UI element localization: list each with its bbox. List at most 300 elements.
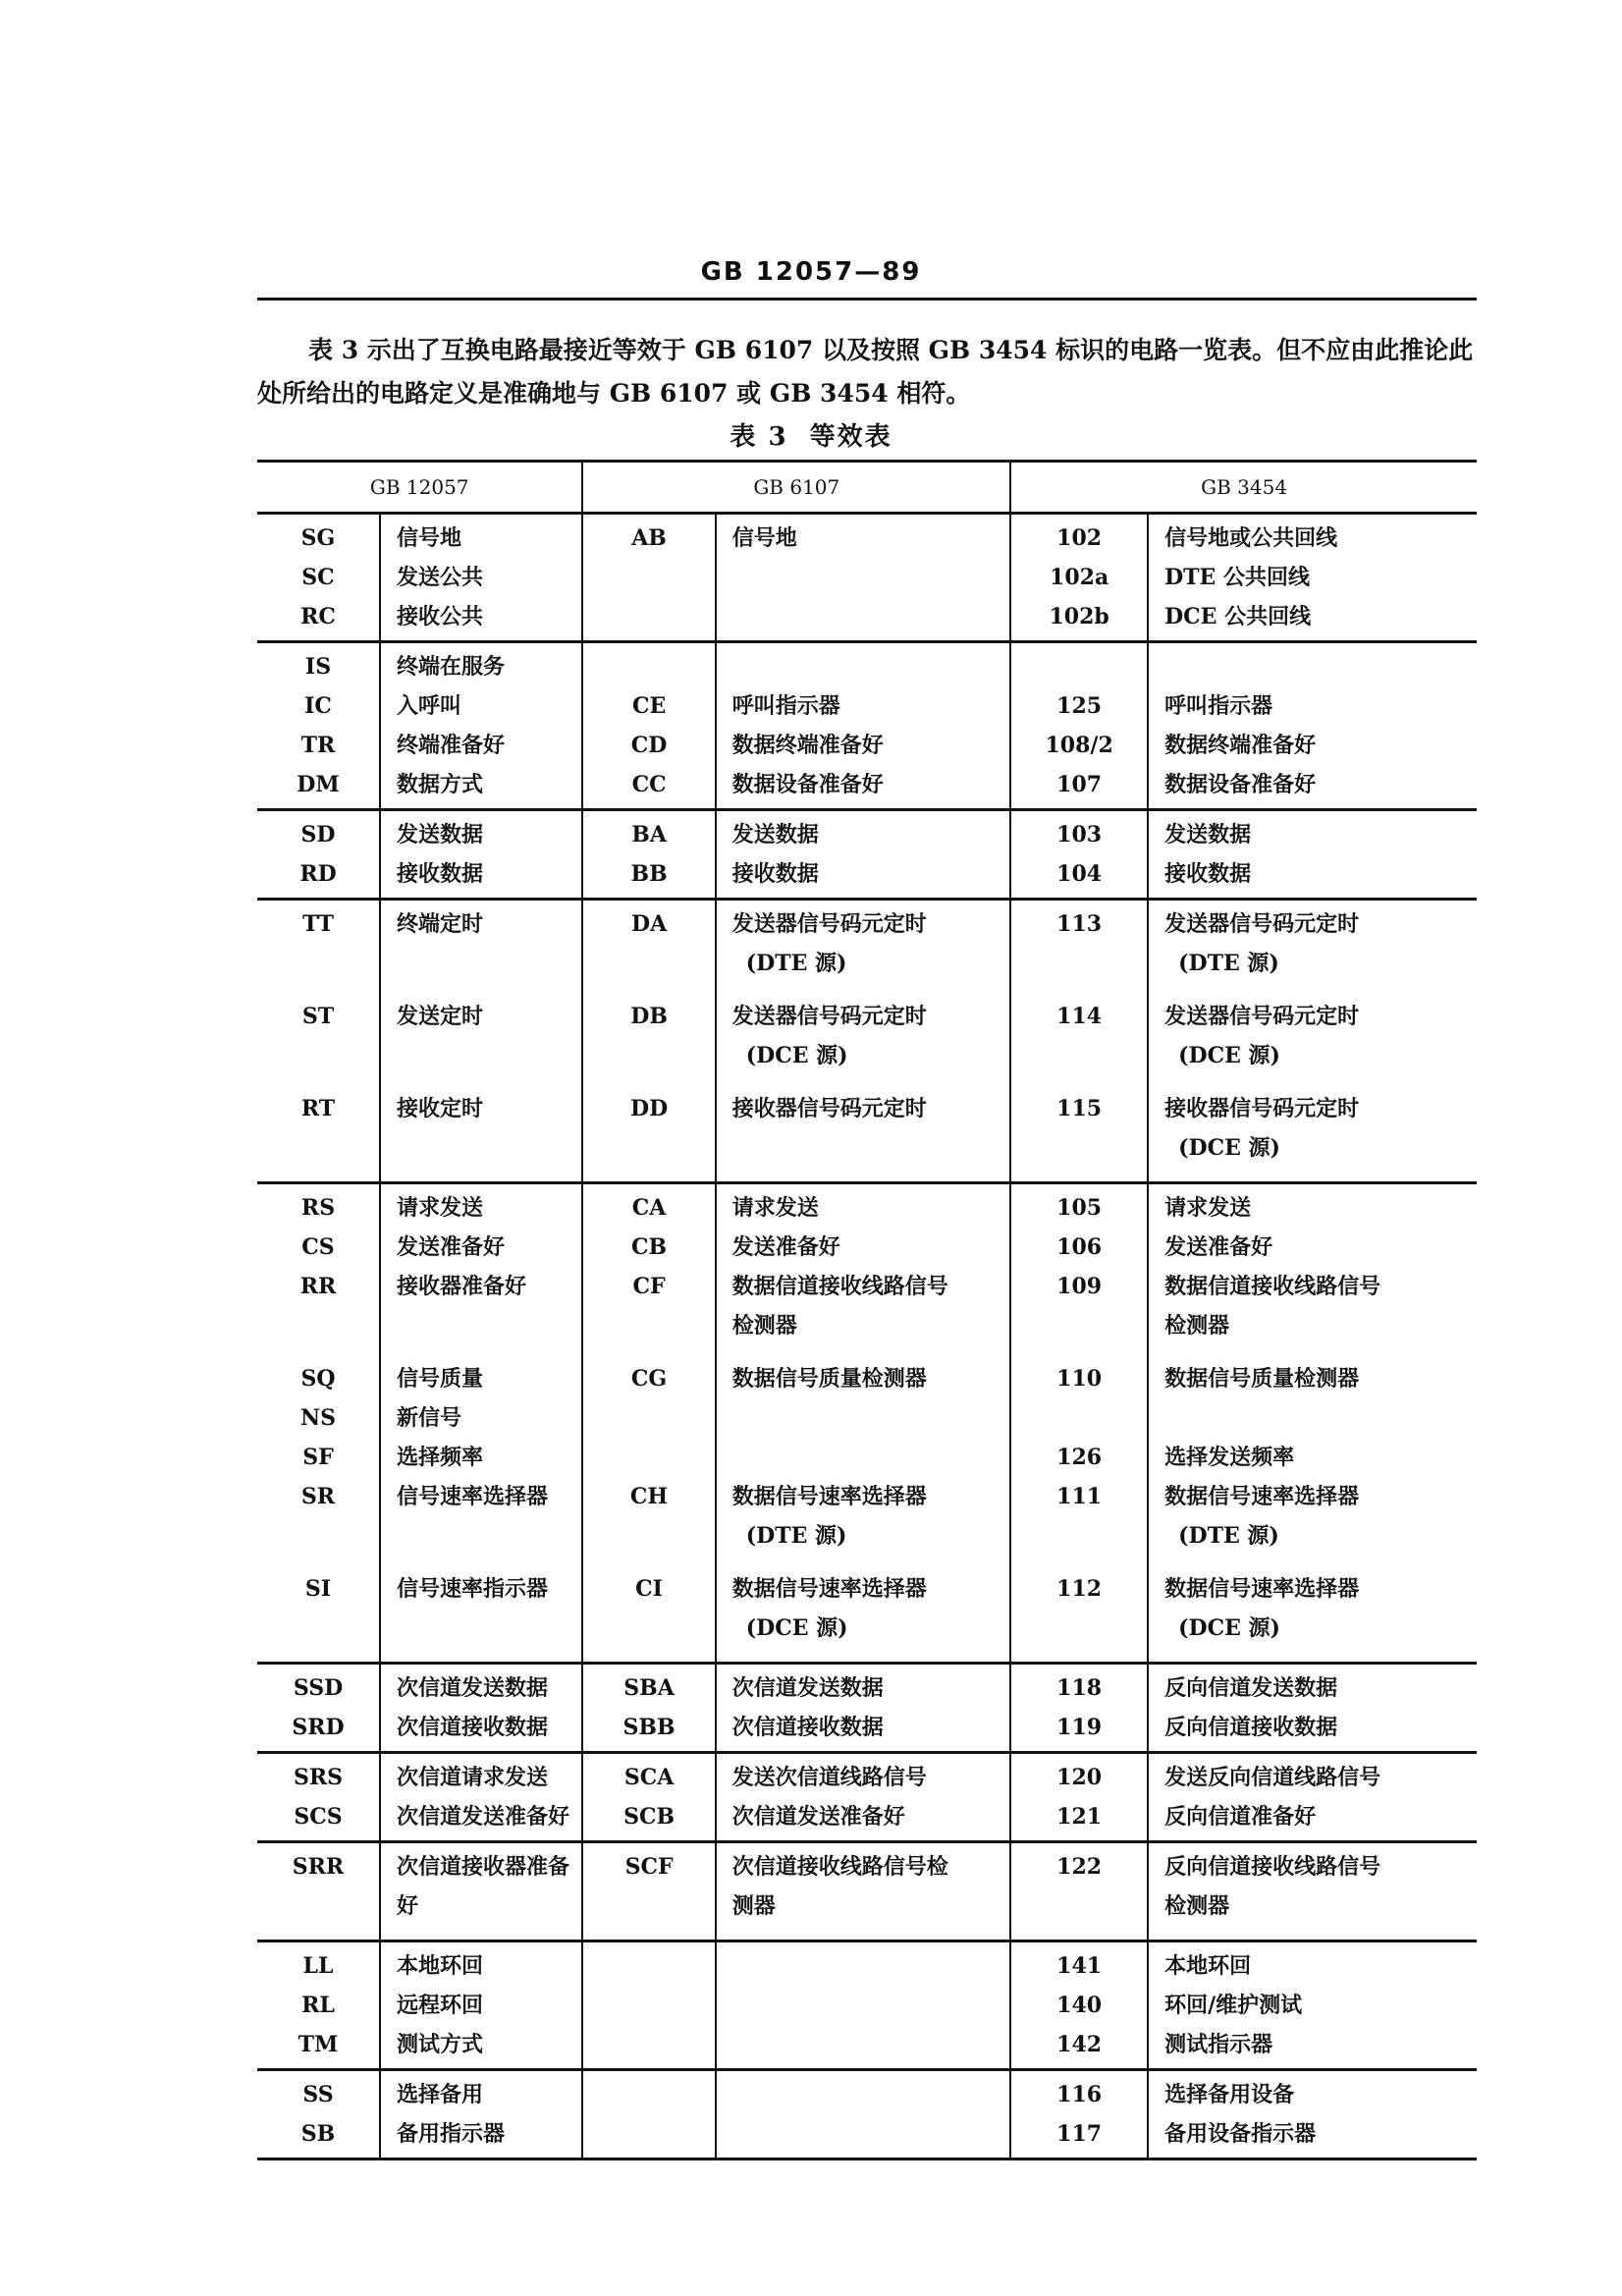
gb3454-desc-text: 数据设备准备好 bbox=[1164, 772, 1317, 797]
table-row bbox=[257, 1986, 1477, 2025]
gb6107-code bbox=[582, 1183, 715, 1229]
gb6107-code-text: CG bbox=[630, 1366, 668, 1392]
gb6107-code bbox=[582, 2070, 715, 2115]
gb3454-code-text: 103 bbox=[1056, 822, 1103, 847]
gb12057-desc-text: 信号质量 bbox=[397, 1366, 484, 1392]
gb12057-desc bbox=[380, 558, 582, 597]
gb3454-desc-text: 数据信号速率选择器 bbox=[1164, 1484, 1360, 1509]
gb6107-code bbox=[582, 686, 715, 726]
gb12057-desc-text: 本地环回 bbox=[397, 1953, 484, 1979]
gb3454-desc bbox=[1148, 1753, 1477, 1798]
gb6107-desc bbox=[716, 642, 1010, 687]
gb3454-desc-text: 发送反向信道线路信号 bbox=[1164, 1765, 1381, 1790]
gb12057-desc-text: 备用指示器 bbox=[397, 2121, 506, 2147]
gb6107-code-text: BA bbox=[631, 822, 667, 847]
gb12057-desc bbox=[380, 1664, 582, 1709]
table-row bbox=[257, 1398, 1477, 1438]
gb3454-desc-continuation: (DCE 源) bbox=[1178, 1043, 1280, 1068]
gb6107-desc-continuation: (DCE 源) bbox=[745, 1043, 848, 1068]
gb3454-desc-text: 反向信道发送数据 bbox=[1164, 1675, 1338, 1701]
gb3454-code-text: 110 bbox=[1056, 1366, 1103, 1392]
gb12057-desc-text: 入呼叫 bbox=[397, 693, 462, 719]
gb3454-desc bbox=[1148, 726, 1477, 765]
gb6107-code bbox=[582, 1398, 715, 1438]
gb3454-code bbox=[1010, 558, 1148, 597]
gb6107-desc bbox=[716, 1477, 1010, 1569]
gb12057-code bbox=[257, 765, 380, 810]
gb12057-code-text: RS bbox=[300, 1195, 336, 1221]
gb6107-code bbox=[582, 1753, 715, 1798]
gb6107-desc bbox=[716, 1664, 1010, 1709]
gb12057-code bbox=[257, 1664, 380, 1709]
gb3454-desc bbox=[1148, 997, 1477, 1089]
gb12057-desc bbox=[380, 686, 582, 726]
equivalence-table bbox=[257, 460, 1477, 2160]
gb12057-desc bbox=[380, 2070, 582, 2115]
gb6107-desc-text: 发送器信号码元定时 bbox=[731, 911, 927, 937]
gb6107-code bbox=[582, 1842, 715, 1941]
gb12057-code-text: LL bbox=[302, 1953, 334, 1979]
gb12057-code-text: TM bbox=[297, 2032, 339, 2057]
table-group bbox=[257, 1842, 1477, 1941]
table-row bbox=[257, 1708, 1477, 1753]
gb6107-code-text: SCA bbox=[623, 1765, 675, 1790]
gb6107-desc bbox=[716, 2025, 1010, 2070]
gb6107-desc bbox=[716, 1753, 1010, 1798]
gb3454-code bbox=[1010, 597, 1148, 642]
gb12057-desc bbox=[380, 1183, 582, 1229]
gb12057-desc bbox=[380, 1477, 582, 1569]
gb3454-code-text: 102 bbox=[1056, 525, 1103, 551]
gb3454-code bbox=[1010, 1753, 1148, 1798]
gb3454-desc-text: 环回/维护测试 bbox=[1164, 1993, 1303, 2018]
gb12057-code-text: SG bbox=[300, 525, 336, 551]
gb3454-desc bbox=[1148, 1569, 1477, 1664]
gb12057-code bbox=[257, 1842, 380, 1941]
gb3454-code bbox=[1010, 997, 1148, 1089]
gb6107-code bbox=[582, 1089, 715, 1183]
gb3454-desc-text: 发送准备好 bbox=[1164, 1234, 1273, 1260]
gb6107-code bbox=[582, 900, 715, 998]
gb3454-desc bbox=[1148, 642, 1477, 687]
gb6107-desc-text: 发送准备好 bbox=[731, 1234, 840, 1260]
gb3454-desc-text: 选择发送频率 bbox=[1164, 1445, 1295, 1470]
gb3454-code bbox=[1010, 726, 1148, 765]
gb3454-desc bbox=[1148, 1359, 1477, 1398]
gb6107-desc bbox=[716, 1569, 1010, 1664]
gb6107-code-text: CF bbox=[632, 1274, 666, 1299]
gb12057-code bbox=[257, 810, 380, 855]
table-group bbox=[257, 1941, 1477, 2070]
gb6107-desc bbox=[716, 1941, 1010, 1987]
gb12057-code bbox=[257, 642, 380, 687]
table-group bbox=[257, 1183, 1477, 1664]
gb12057-code bbox=[257, 2025, 380, 2070]
gb12057-desc-text: 次信道接收器准备好 bbox=[397, 1854, 570, 1919]
gb3454-desc-text: 发送数据 bbox=[1164, 822, 1252, 847]
table-group bbox=[257, 900, 1477, 1183]
gb12057-code bbox=[257, 2114, 380, 2159]
gb3454-desc-text: 备用设备指示器 bbox=[1164, 2121, 1317, 2147]
gb6107-desc bbox=[716, 686, 1010, 726]
gb6107-code-text: CI bbox=[635, 1576, 663, 1602]
gb12057-desc-text: 信号速率指示器 bbox=[397, 1576, 549, 1602]
gb6107-code-text: CH bbox=[629, 1484, 669, 1509]
gb3454-desc-continuation: 检测器 bbox=[1164, 1313, 1230, 1339]
gb12057-code-text: SQ bbox=[300, 1366, 336, 1392]
gb12057-desc bbox=[380, 900, 582, 998]
gb6107-desc-text: 接收器信号码元定时 bbox=[731, 1096, 927, 1121]
gb12057-code bbox=[257, 1986, 380, 2025]
gb12057-desc-text: 发送准备好 bbox=[397, 1234, 506, 1260]
gb3454-desc-text: 请求发送 bbox=[1164, 1195, 1252, 1221]
gb3454-code bbox=[1010, 1398, 1148, 1438]
gb3454-desc-continuation: (DTE 源) bbox=[1178, 1523, 1279, 1549]
gb6107-code-text: SBB bbox=[622, 1715, 676, 1740]
table-group bbox=[257, 1753, 1477, 1842]
gb3454-desc-continuation: (DCE 源) bbox=[1178, 1135, 1280, 1161]
gb6107-code bbox=[582, 1267, 715, 1359]
gb3454-code-text: 113 bbox=[1056, 911, 1103, 937]
gb6107-desc-text: 数据信道接收线路信号 bbox=[731, 1274, 948, 1299]
gb3454-desc-text: 数据信道接收线路信号 bbox=[1164, 1274, 1381, 1299]
gb12057-code-text: SI bbox=[304, 1576, 332, 1602]
gb6107-desc bbox=[716, 1267, 1010, 1359]
gb6107-code bbox=[582, 1359, 715, 1398]
header-rule bbox=[257, 298, 1477, 301]
gb12057-code bbox=[257, 514, 380, 559]
gb3454-desc bbox=[1148, 854, 1477, 900]
table-row bbox=[257, 997, 1477, 1089]
gb6107-desc bbox=[716, 558, 1010, 597]
table-caption-title: 等效表 bbox=[809, 422, 892, 452]
gb6107-code-text: DA bbox=[631, 911, 668, 937]
gb3454-code-text: 114 bbox=[1056, 1004, 1103, 1029]
gb3454-code bbox=[1010, 1842, 1148, 1941]
gb3454-code-text: 106 bbox=[1056, 1234, 1103, 1260]
gb12057-code bbox=[257, 1753, 380, 1798]
gb6107-code bbox=[582, 997, 715, 1089]
gb12057-code-text: ST bbox=[301, 1004, 335, 1029]
gb3454-code bbox=[1010, 514, 1148, 559]
gb12057-desc bbox=[380, 726, 582, 765]
gb3454-code-text: 107 bbox=[1056, 772, 1103, 797]
gb3454-desc bbox=[1148, 686, 1477, 726]
gb12057-code bbox=[257, 1797, 380, 1842]
gb12057-code-text: SC bbox=[301, 565, 335, 590]
gb12057-desc bbox=[380, 514, 582, 559]
gb6107-desc bbox=[716, 2114, 1010, 2159]
table-row bbox=[257, 765, 1477, 810]
gb12057-code bbox=[257, 1228, 380, 1267]
gb3454-code bbox=[1010, 810, 1148, 855]
gb12057-code-text: RR bbox=[299, 1274, 337, 1299]
gb3454-desc bbox=[1148, 1398, 1477, 1438]
gb6107-desc-continuation: 测器 bbox=[731, 1893, 776, 1919]
table-row bbox=[257, 686, 1477, 726]
gb6107-code bbox=[582, 558, 715, 597]
gb12057-code bbox=[257, 997, 380, 1089]
gb3454-code-text: 117 bbox=[1056, 2121, 1103, 2147]
gb3454-desc bbox=[1148, 1089, 1477, 1183]
gb3454-desc-text: 数据信号质量检测器 bbox=[1164, 1366, 1360, 1392]
gb3454-code bbox=[1010, 1228, 1148, 1267]
gb12057-code bbox=[257, 597, 380, 642]
table-row bbox=[257, 1941, 1477, 1987]
gb12057-desc bbox=[380, 1089, 582, 1183]
gb12057-desc bbox=[380, 597, 582, 642]
gb3454-code bbox=[1010, 2070, 1148, 2115]
gb6107-desc-text: 数据终端准备好 bbox=[731, 733, 884, 758]
gb3454-desc bbox=[1148, 1941, 1477, 1987]
gb12057-code-text: RD bbox=[299, 861, 337, 887]
gb12057-code-text: TR bbox=[300, 733, 336, 758]
gb6107-code bbox=[582, 854, 715, 900]
gb3454-code-text: 109 bbox=[1056, 1274, 1103, 1299]
gb3454-code-text: 119 bbox=[1056, 1715, 1103, 1740]
gb12057-desc bbox=[380, 765, 582, 810]
gb6107-desc bbox=[716, 1359, 1010, 1398]
gb6107-desc bbox=[716, 765, 1010, 810]
intro-text: 表 3 示出了互换电路最接近等效于 GB 6107 以及按照 GB 3454 标识的电路一览表。但不应由此推论此处所给出的电路定义是准确地与 GB 6107 或 GB 3454 相符。 bbox=[257, 336, 1474, 408]
gb12057-code-text: DM bbox=[297, 772, 340, 797]
gb6107-code bbox=[582, 514, 715, 559]
gb3454-desc-continuation: (DCE 源) bbox=[1178, 1615, 1280, 1641]
gb6107-desc bbox=[716, 1797, 1010, 1842]
gb12057-desc bbox=[380, 1267, 582, 1359]
gb3454-desc bbox=[1148, 514, 1477, 559]
gb6107-desc bbox=[716, 1228, 1010, 1267]
gb6107-desc-continuation: 检测器 bbox=[731, 1313, 797, 1339]
gb12057-code bbox=[257, 1477, 380, 1569]
gb12057-desc bbox=[380, 997, 582, 1089]
gb12057-code-text: SSD bbox=[293, 1675, 344, 1701]
gb12057-desc-text: 新信号 bbox=[397, 1405, 462, 1431]
gb6107-code-text: CD bbox=[630, 733, 668, 758]
gb3454-code bbox=[1010, 854, 1148, 900]
gb6107-desc bbox=[716, 900, 1010, 998]
gb3454-code-text: 105 bbox=[1056, 1195, 1103, 1221]
gb3454-desc-text: 反向信道接收数据 bbox=[1164, 1715, 1338, 1740]
gb12057-desc-text: 选择备用 bbox=[397, 2082, 484, 2107]
gb3454-desc-text: 接收数据 bbox=[1164, 861, 1252, 887]
gb6107-code bbox=[582, 1986, 715, 2025]
gb6107-code bbox=[582, 1569, 715, 1664]
gb3454-code bbox=[1010, 1708, 1148, 1753]
gb3454-code-text: 102b bbox=[1049, 604, 1109, 629]
gb6107-code-text: CA bbox=[631, 1195, 667, 1221]
gb12057-code-text: IC bbox=[304, 693, 332, 719]
gb12057-desc-text: 远程环回 bbox=[397, 1993, 484, 2018]
gb6107-code bbox=[582, 1477, 715, 1569]
gb12057-code-text: SRS bbox=[293, 1765, 344, 1790]
gb3454-desc bbox=[1148, 1228, 1477, 1267]
gb12057-desc-text: 请求发送 bbox=[397, 1195, 484, 1221]
gb6107-desc-text: 次信道接收数据 bbox=[731, 1715, 884, 1740]
table-row bbox=[257, 1569, 1477, 1664]
gb3454-desc-continuation: (DTE 源) bbox=[1178, 951, 1279, 976]
gb3454-code-text: 120 bbox=[1056, 1765, 1103, 1790]
gb12057-desc-text: 接收定时 bbox=[397, 1096, 484, 1121]
gb3454-code bbox=[1010, 1477, 1148, 1569]
gb6107-desc bbox=[716, 1986, 1010, 2025]
gb6107-desc bbox=[716, 1708, 1010, 1753]
gb3454-code bbox=[1010, 900, 1148, 998]
gb12057-desc bbox=[380, 1228, 582, 1267]
gb3454-code-text: 121 bbox=[1056, 1804, 1103, 1830]
table-row bbox=[257, 900, 1477, 998]
gb12057-desc bbox=[380, 1941, 582, 1987]
gb12057-code-text: RT bbox=[300, 1096, 336, 1121]
gb6107-desc-text: 次信道发送数据 bbox=[731, 1675, 884, 1701]
gb12057-desc bbox=[380, 810, 582, 855]
gb3454-code bbox=[1010, 1267, 1148, 1359]
gb3454-desc bbox=[1148, 2114, 1477, 2159]
gb3454-desc bbox=[1148, 1664, 1477, 1709]
gb3454-code bbox=[1010, 1359, 1148, 1398]
gb3454-code-text: 102a bbox=[1050, 565, 1109, 590]
gb3454-code-text: 125 bbox=[1056, 693, 1103, 719]
gb12057-code bbox=[257, 1438, 380, 1477]
gb3454-desc-text: 发送器信号码元定时 bbox=[1164, 1004, 1360, 1029]
gb3454-desc bbox=[1148, 2025, 1477, 2070]
gb12057-desc-text: 发送数据 bbox=[397, 822, 484, 847]
gb6107-desc bbox=[716, 997, 1010, 1089]
header-gb12057: GB 12057 bbox=[257, 462, 582, 514]
gb3454-code bbox=[1010, 1569, 1148, 1664]
gb6107-desc-text: 发送数据 bbox=[731, 822, 819, 847]
table-row bbox=[257, 1438, 1477, 1477]
gb6107-desc-text: 请求发送 bbox=[731, 1195, 819, 1221]
gb12057-desc bbox=[380, 1398, 582, 1438]
gb12057-desc bbox=[380, 1359, 582, 1398]
table-caption bbox=[0, 416, 1622, 453]
gb6107-desc-continuation: (DTE 源) bbox=[745, 1523, 847, 1549]
gb3454-desc-text: DTE 公共回线 bbox=[1164, 565, 1310, 590]
gb3454-desc-text: 接收器信号码元定时 bbox=[1164, 1096, 1360, 1121]
gb12057-code bbox=[257, 854, 380, 900]
gb6107-desc-text: 发送次信道线路信号 bbox=[731, 1765, 927, 1790]
gb12057-code bbox=[257, 1183, 380, 1229]
gb3454-code-text: 118 bbox=[1056, 1675, 1103, 1701]
gb3454-code bbox=[1010, 642, 1148, 687]
gb12057-desc-text: 终端定时 bbox=[397, 911, 484, 937]
gb12057-code-text: RC bbox=[300, 604, 336, 629]
gb6107-code bbox=[582, 726, 715, 765]
gb12057-desc-text: 终端准备好 bbox=[397, 733, 506, 758]
gb3454-desc-continuation: 检测器 bbox=[1164, 1893, 1230, 1919]
gb12057-desc-text: 信号速率选择器 bbox=[397, 1484, 549, 1509]
gb12057-desc-text: 发送定时 bbox=[397, 1004, 484, 1029]
gb12057-desc-text: 接收器准备好 bbox=[397, 1274, 527, 1299]
gb6107-desc-text: 数据信号速率选择器 bbox=[731, 1484, 927, 1509]
gb3454-code bbox=[1010, 1941, 1148, 1987]
gb12057-code-text: NS bbox=[300, 1405, 336, 1431]
table-row bbox=[257, 1664, 1477, 1709]
gb12057-desc bbox=[380, 1753, 582, 1798]
gb6107-desc-text: 接收数据 bbox=[731, 861, 819, 887]
gb3454-desc-text: 测试指示器 bbox=[1164, 2032, 1273, 2057]
gb3454-desc-text: 反向信道接收线路信号 bbox=[1164, 1854, 1381, 1880]
gb6107-code bbox=[582, 2025, 715, 2070]
gb12057-code-text: SS bbox=[302, 2082, 334, 2107]
table-row bbox=[257, 1797, 1477, 1842]
gb6107-code bbox=[582, 1941, 715, 1987]
gb6107-code-text: BB bbox=[630, 861, 668, 887]
gb3454-desc-text: 选择备用设备 bbox=[1164, 2082, 1295, 2107]
table-row bbox=[257, 2025, 1477, 2070]
gb12057-desc-text: 次信道发送准备好 bbox=[397, 1804, 570, 1830]
gb6107-code-text: CB bbox=[631, 1234, 668, 1260]
gb3454-code-text: 142 bbox=[1056, 2032, 1103, 2057]
table-row bbox=[257, 854, 1477, 900]
gb3454-desc-text: 数据终端准备好 bbox=[1164, 733, 1317, 758]
gb12057-code-text: SR bbox=[300, 1484, 336, 1509]
gb3454-desc bbox=[1148, 900, 1477, 998]
gb6107-desc-text: 数据信号速率选择器 bbox=[731, 1576, 927, 1602]
gb12057-desc bbox=[380, 1438, 582, 1477]
gb3454-code bbox=[1010, 1664, 1148, 1709]
gb12057-desc bbox=[380, 642, 582, 687]
gb3454-code-text: 112 bbox=[1056, 1576, 1103, 1602]
gb12057-code bbox=[257, 558, 380, 597]
gb6107-desc-text: 信号地 bbox=[731, 525, 797, 551]
gb12057-desc bbox=[380, 1569, 582, 1664]
gb3454-code-text: 111 bbox=[1056, 1484, 1103, 1509]
gb12057-desc-text: 终端在服务 bbox=[397, 654, 506, 680]
gb6107-code bbox=[582, 765, 715, 810]
gb6107-code bbox=[582, 642, 715, 687]
gb12057-desc bbox=[380, 1842, 582, 1941]
table-row bbox=[257, 2114, 1477, 2159]
table-caption-number: 表 3 bbox=[730, 422, 788, 452]
table-row bbox=[257, 1842, 1477, 1941]
gb12057-code-text: CS bbox=[301, 1234, 335, 1260]
gb12057-code-text: SRD bbox=[292, 1715, 345, 1740]
table-row bbox=[257, 558, 1477, 597]
gb12057-code-text: SCS bbox=[294, 1804, 343, 1830]
gb12057-code-text: SF bbox=[302, 1445, 334, 1470]
gb6107-desc-text: 发送器信号码元定时 bbox=[731, 1004, 927, 1029]
table-row bbox=[257, 1089, 1477, 1183]
gb12057-code bbox=[257, 1359, 380, 1398]
gb3454-desc-text: 反向信道准备好 bbox=[1164, 1804, 1317, 1830]
gb6107-code-text: CC bbox=[631, 772, 667, 797]
table-row bbox=[257, 1477, 1477, 1569]
gb3454-desc bbox=[1148, 765, 1477, 810]
gb3454-code-text: 141 bbox=[1056, 1953, 1103, 1979]
gb12057-code-text: SD bbox=[300, 822, 336, 847]
table-row bbox=[257, 810, 1477, 855]
gb12057-desc-text: 次信道请求发送 bbox=[397, 1765, 549, 1790]
gb6107-code bbox=[582, 597, 715, 642]
gb12057-code bbox=[257, 726, 380, 765]
gb12057-code bbox=[257, 1267, 380, 1359]
gb3454-desc bbox=[1148, 2070, 1477, 2115]
gb12057-code bbox=[257, 2070, 380, 2115]
gb3454-desc bbox=[1148, 1438, 1477, 1477]
gb6107-desc bbox=[716, 1438, 1010, 1477]
table-group bbox=[257, 810, 1477, 900]
gb6107-desc bbox=[716, 597, 1010, 642]
gb6107-code bbox=[582, 810, 715, 855]
gb12057-desc-text: 接收数据 bbox=[397, 861, 484, 887]
gb3454-code-text: 115 bbox=[1056, 1096, 1103, 1121]
gb3454-desc-text: 发送器信号码元定时 bbox=[1164, 911, 1360, 937]
gb3454-code bbox=[1010, 2025, 1148, 2070]
gb12057-code-text: SRR bbox=[292, 1854, 345, 1880]
gb12057-desc-text: 次信道接收数据 bbox=[397, 1715, 549, 1740]
